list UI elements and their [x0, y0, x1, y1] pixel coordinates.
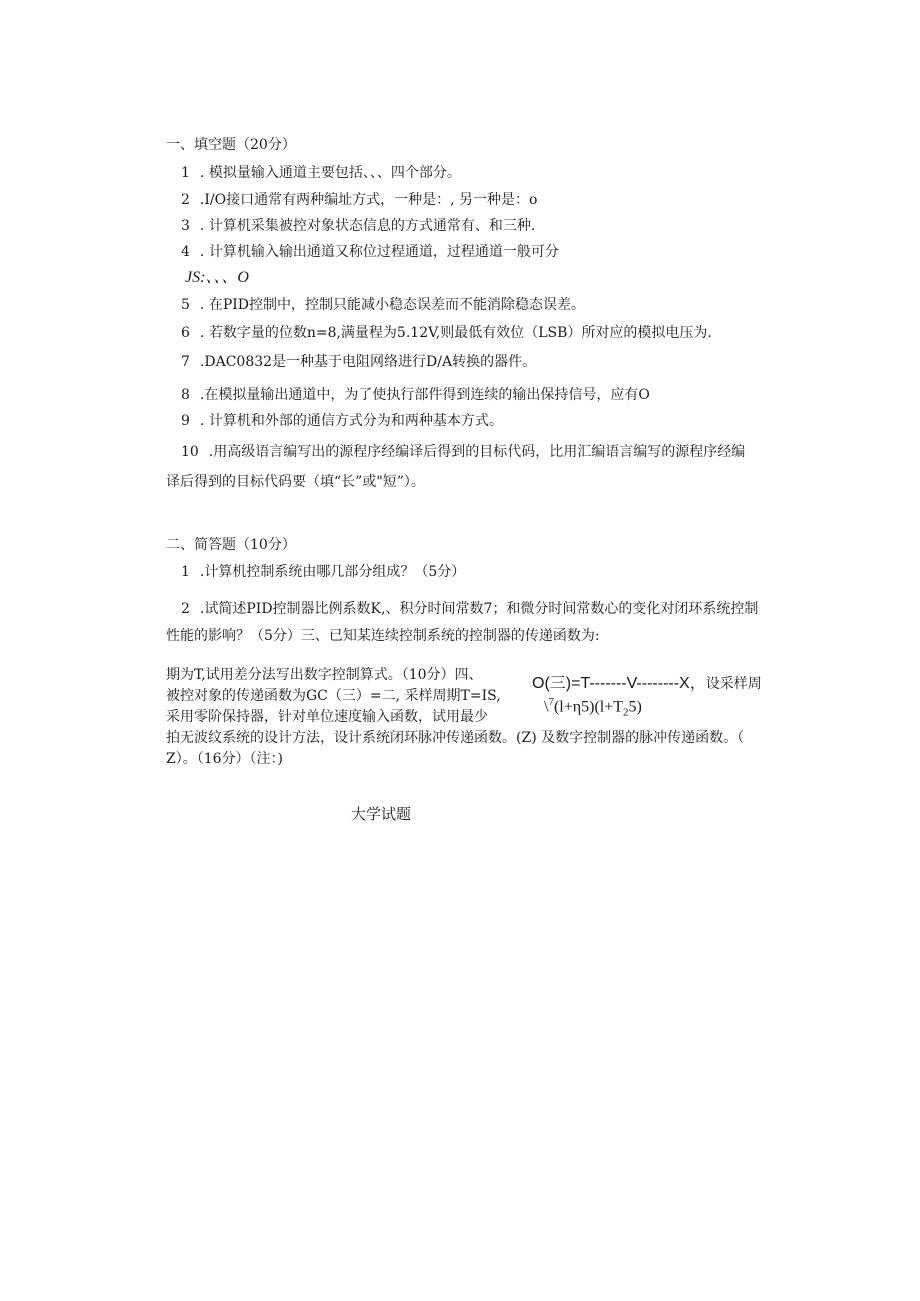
- formula-backslash: \: [544, 698, 549, 716]
- question-3: [181, 217, 535, 235]
- question-8: [181, 386, 650, 404]
- question-number: 8: [181, 387, 190, 403]
- question-number: 2: [181, 601, 190, 617]
- question-4: [181, 243, 559, 261]
- formula-subscript: 2: [623, 706, 629, 719]
- question-number: 7: [181, 354, 190, 370]
- question-number: 6: [181, 325, 190, 341]
- short-question-2: [181, 600, 758, 618]
- footer-title: 大学试题: [351, 805, 412, 823]
- question-5: [181, 296, 585, 314]
- question-7: [181, 353, 536, 371]
- question-text: . 若数字量的位数n=8,满量程为5.12V,则最低有效位（LSB）所对应的模拟电压为.: [199, 325, 712, 341]
- question-text: .用高级语言编写出的源程序经编译后得到的目标代码，比用汇编语言编写的源程序经编: [208, 444, 746, 460]
- question-number: 4: [181, 244, 190, 260]
- question-text: . 计算机输入输出通道又称位过程通道，过程通道一般可分: [199, 244, 559, 260]
- transfer-function-line-2: [544, 692, 642, 723]
- question-text: . 模拟量输入通道主要包括、、、四个部分。: [199, 165, 461, 181]
- question-text: . 计算机采集被控对象状态信息的方式通常有、和三种.: [199, 218, 536, 234]
- left-line-3: 采用零阶保持器，针对单位速度输入函数，试用最少: [166, 709, 488, 725]
- transfer-function-tail: 设采样周: [705, 676, 762, 692]
- section2-heading: 二、简答题（10分）: [166, 537, 296, 553]
- section1-heading: 一、填空题（20分）: [166, 137, 296, 153]
- formula-end: 5): [628, 698, 642, 716]
- question-text: . 在PID控制中，控制只能减小稳态误差而不能消除稳态误差。: [199, 297, 585, 313]
- question-9: [181, 412, 503, 430]
- question-number: 3: [181, 218, 190, 234]
- formula-superscript: 7: [548, 696, 554, 708]
- short-question-1: [181, 563, 465, 581]
- short-question-2-continuation: 性能的影响？（5分）三、已知某连续控制系统的控制器的传递函数为:: [166, 628, 600, 644]
- left-line-2: 被控对象的传递函数为GC（三）=二, 采样周期T=IS,: [166, 688, 501, 704]
- question-1: [181, 164, 461, 182]
- question-text: .在模拟量输出通道中，为了使执行部件得到连续的输出保持信号，应有O: [199, 387, 650, 403]
- transfer-function-line-1: [532, 674, 762, 694]
- question-number: 10: [181, 444, 199, 460]
- question-number: 1: [181, 564, 190, 580]
- question-text: .试简述PID控制器比例系数K,、积分时间常数7；和微分时间常数心的变化对闭环系统控制: [199, 601, 759, 617]
- question-text: .I/O接口通常有两种编址方式，一种是：, 另一种是：o: [199, 192, 538, 208]
- formula-denominator: (l+η5)(l+T: [553, 698, 624, 716]
- question-number: 9: [181, 413, 190, 429]
- question-10-continuation: 译后得到的目标代码要（填“长”或"短”）。: [166, 474, 425, 490]
- transfer-function-main: O(三)=T-------V--------X，: [532, 675, 706, 692]
- left-line-1: 期为T,试用差分法写出数字控制算式。（10分）四、: [166, 667, 483, 683]
- question-4-line-4: 拍无波纹系统的设计方法，设计系统闭环脉冲传递函数。(Z) 及数字控制器的脉冲传递函数。（: [166, 730, 745, 746]
- question-4-continuation: JS:、、、O: [185, 269, 249, 286]
- question-text: .计算机控制系统由哪几部分组成？（5分）: [199, 564, 466, 580]
- question-10: [181, 443, 745, 461]
- question-6: [181, 324, 712, 342]
- question-text: . 计算机和外部的通信方式分为和两种基本方式。: [199, 413, 503, 429]
- question-text: .DAC0832是一种基于电阻网络进行D/A转换的器件。: [199, 354, 537, 370]
- question-number: 5: [181, 297, 190, 313]
- question-4-line-5: Z）。（16分）（注：): [166, 751, 284, 767]
- question-number: 2: [181, 192, 190, 208]
- question-number: 1: [181, 165, 190, 181]
- question-2: [181, 191, 537, 209]
